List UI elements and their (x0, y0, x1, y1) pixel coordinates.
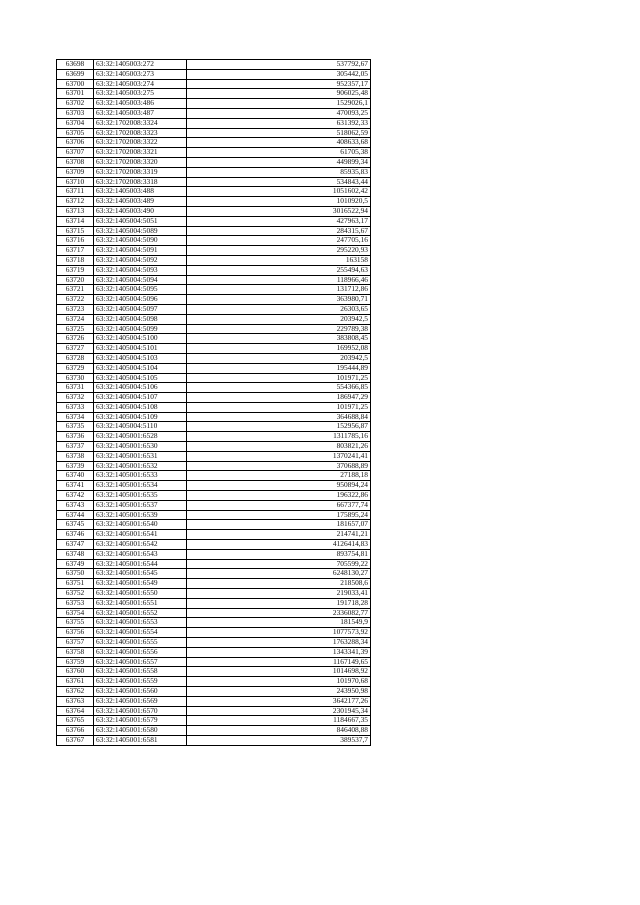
table-row (57, 500, 371, 510)
cadastral-value-cell: 195444,89 (187, 363, 371, 373)
table-row (57, 69, 371, 79)
cadastral-value-cell: 219033,41 (187, 589, 371, 599)
cadastral-value-cell: 284315,67 (187, 226, 371, 236)
cadastral-number-cell: 63:32:1405004:5097 (94, 304, 187, 314)
cadastral-value-cell: 906025,48 (187, 89, 371, 99)
table-row (57, 520, 371, 530)
cadastral-number-cell: 63:32:1405001:6535 (94, 491, 187, 501)
row-number-cell: 63761 (57, 677, 94, 687)
table-row (57, 530, 371, 540)
cadastral-value-cell: 370688,89 (187, 461, 371, 471)
cadastral-number-cell: 63:32:1405004:5105 (94, 373, 187, 383)
row-number-cell: 63726 (57, 334, 94, 344)
table-row (57, 412, 371, 422)
row-number-cell: 63709 (57, 167, 94, 177)
cadastral-value-cell: 803821,26 (187, 442, 371, 452)
cadastral-number-cell: 63:32:1405004:5051 (94, 216, 187, 226)
row-number-cell: 63719 (57, 265, 94, 275)
cadastral-value-cell: 191718,28 (187, 598, 371, 608)
cadastral-value-cell: 537792,67 (187, 60, 371, 70)
row-number-cell: 63708 (57, 157, 94, 167)
cadastral-value-cell: 1311785,16 (187, 432, 371, 442)
row-number-cell: 63703 (57, 108, 94, 118)
table-row (57, 510, 371, 520)
table-row (57, 432, 371, 442)
cadastral-number-cell: 63:32:1702008:3318 (94, 177, 187, 187)
row-number-cell: 63767 (57, 735, 94, 745)
row-number-cell: 63705 (57, 128, 94, 138)
cadastral-number-cell: 63:32:1702008:3324 (94, 118, 187, 128)
table-row (57, 226, 371, 236)
cadastral-value-cell: 705599,22 (187, 559, 371, 569)
cadastral-value-cell: 131712,86 (187, 285, 371, 295)
cadastral-value-cell: 1184667,35 (187, 716, 371, 726)
cadastral-value-cell: 427963,17 (187, 216, 371, 226)
row-number-cell: 63739 (57, 461, 94, 471)
cadastral-value-cell: 305442,05 (187, 69, 371, 79)
cadastral-value-cell: 1167149,65 (187, 657, 371, 667)
table-row (57, 344, 371, 354)
cadastral-value-cell: 3016522,94 (187, 206, 371, 216)
row-number-cell: 63725 (57, 324, 94, 334)
cadastral-number-cell: 63:32:1405001:6528 (94, 432, 187, 442)
row-number-cell: 63749 (57, 559, 94, 569)
cadastral-value-cell: 101971,25 (187, 373, 371, 383)
cadastral-number-cell: 63:32:1405004:5094 (94, 275, 187, 285)
cadastral-value-cell: 186947,29 (187, 393, 371, 403)
table-row (57, 167, 371, 177)
cadastral-value-cell: 950894,24 (187, 481, 371, 491)
cadastral-number-cell: 63:32:1405001:6531 (94, 451, 187, 461)
row-number-cell: 63738 (57, 451, 94, 461)
table-row (57, 108, 371, 118)
cadastral-value-cell: 118966,46 (187, 275, 371, 285)
table-row (57, 187, 371, 197)
cadastral-value-cell: 1763288,34 (187, 638, 371, 648)
cadastral-value-cell: 667377,74 (187, 500, 371, 510)
cadastral-value-cell: 363980,71 (187, 295, 371, 305)
cadastral-number-cell: 63:32:1405003:274 (94, 79, 187, 89)
table-row (57, 481, 371, 491)
table-row (57, 138, 371, 148)
cadastral-value-cell: 101970,68 (187, 677, 371, 687)
table-row (57, 206, 371, 216)
cadastral-number-cell: 63:32:1405004:5108 (94, 402, 187, 412)
cadastral-value-cell: 214741,21 (187, 530, 371, 540)
cadastral-number-cell: 63:32:1405001:6533 (94, 471, 187, 481)
table-row (57, 128, 371, 138)
cadastral-number-cell: 63:32:1405001:6552 (94, 608, 187, 618)
row-number-cell: 63765 (57, 716, 94, 726)
cadastral-number-cell: 63:32:1405004:5092 (94, 255, 187, 265)
cadastral-value-cell: 229789,38 (187, 324, 371, 334)
table-row (57, 687, 371, 697)
cadastral-value-cell: 101971,25 (187, 402, 371, 412)
row-number-cell: 63751 (57, 579, 94, 589)
row-number-cell: 63699 (57, 69, 94, 79)
cadastral-number-cell: 63:32:1405001:6551 (94, 598, 187, 608)
table-row (57, 540, 371, 550)
cadastral-number-cell: 63:32:1405001:6559 (94, 677, 187, 687)
cadastral-number-cell: 63:32:1405003:490 (94, 206, 187, 216)
cadastral-value-cell: 27188,18 (187, 471, 371, 481)
cadastral-number-cell: 63:32:1405001:6540 (94, 520, 187, 530)
cadastral-number-cell: 63:32:1405001:6558 (94, 667, 187, 677)
table-row (57, 461, 371, 471)
cadastral-value-cell: 1051602,42 (187, 187, 371, 197)
row-number-cell: 63760 (57, 667, 94, 677)
cadastral-value-cell: 181657,07 (187, 520, 371, 530)
row-number-cell: 63750 (57, 569, 94, 579)
cadastral-number-cell: 63:32:1405001:6557 (94, 657, 187, 667)
row-number-cell: 63718 (57, 255, 94, 265)
cadastral-value-cell: 364688,84 (187, 412, 371, 422)
row-number-cell: 63731 (57, 383, 94, 393)
table-row (57, 657, 371, 667)
cadastral-number-cell: 63:32:1405004:5100 (94, 334, 187, 344)
row-number-cell: 63733 (57, 402, 94, 412)
cadastral-value-cell: 1370241,41 (187, 451, 371, 461)
table-row (57, 373, 371, 383)
row-number-cell: 63745 (57, 520, 94, 530)
table-row (57, 324, 371, 334)
cadastral-value-cell: 554366,85 (187, 383, 371, 393)
cadastral-number-cell: 63:32:1405001:6549 (94, 579, 187, 589)
cadastral-value-cell: 196322,86 (187, 491, 371, 501)
cadastral-value-cell: 152956,87 (187, 422, 371, 432)
table-row (57, 696, 371, 706)
cadastral-value-cell: 295220,93 (187, 246, 371, 256)
table-row (57, 667, 371, 677)
cadastral-value-cell: 61705,38 (187, 148, 371, 158)
table-row (57, 589, 371, 599)
table-row (57, 579, 371, 589)
table-row (57, 60, 371, 70)
cadastral-number-cell: 63:32:1405004:5106 (94, 383, 187, 393)
table-row (57, 314, 371, 324)
row-number-cell: 63704 (57, 118, 94, 128)
row-number-cell: 63711 (57, 187, 94, 197)
row-number-cell: 63763 (57, 696, 94, 706)
cadastral-value-cell: 2301945,34 (187, 706, 371, 716)
row-number-cell: 63736 (57, 432, 94, 442)
table-row (57, 246, 371, 256)
table-row (57, 148, 371, 158)
cadastral-number-cell: 63:32:1405003:488 (94, 187, 187, 197)
row-number-cell: 63716 (57, 236, 94, 246)
row-number-cell: 63732 (57, 393, 94, 403)
table-row (57, 569, 371, 579)
cadastral-number-cell: 63:32:1702008:3323 (94, 128, 187, 138)
cadastral-number-cell: 63:32:1405001:6570 (94, 706, 187, 716)
row-number-cell: 63712 (57, 197, 94, 207)
cadastral-value-cell: 6248130,27 (187, 569, 371, 579)
table-row (57, 608, 371, 618)
cadastral-number-cell: 63:32:1405001:6530 (94, 442, 187, 452)
cadastral-number-cell: 63:32:1405003:489 (94, 197, 187, 207)
table-row (57, 471, 371, 481)
row-number-cell: 63742 (57, 491, 94, 501)
cadastral-number-cell: 63:32:1405001:6534 (94, 481, 187, 491)
cadastral-value-cell: 85935,83 (187, 167, 371, 177)
cadastral-number-cell: 63:32:1405003:275 (94, 89, 187, 99)
cadastral-value-cell: 247705,16 (187, 236, 371, 246)
row-number-cell: 63707 (57, 148, 94, 158)
cadastral-number-cell: 63:32:1405004:5095 (94, 285, 187, 295)
table-row (57, 255, 371, 265)
table-row (57, 383, 371, 393)
cadastral-value-cell: 1014698,92 (187, 667, 371, 677)
row-number-cell: 63730 (57, 373, 94, 383)
cadastral-value-cell: 26303,65 (187, 304, 371, 314)
table-row (57, 99, 371, 109)
table-row (57, 422, 371, 432)
table-row (57, 353, 371, 363)
cadastral-value-cell: 408633,68 (187, 138, 371, 148)
cadastral-number-cell: 63:32:1405004:5101 (94, 344, 187, 354)
table-row (57, 265, 371, 275)
table-row (57, 638, 371, 648)
cadastral-number-cell: 63:32:1405001:6543 (94, 549, 187, 559)
table-row (57, 157, 371, 167)
cadastral-number-cell: 63:32:1405001:6532 (94, 461, 187, 471)
cadastral-value-cell: 952357,17 (187, 79, 371, 89)
cadastral-number-cell: 63:32:1702008:3320 (94, 157, 187, 167)
cadastral-number-cell: 63:32:1405001:6537 (94, 500, 187, 510)
cadastral-value-cell: 389537,7 (187, 735, 371, 745)
table-row (57, 618, 371, 628)
cadastral-number-cell: 63:32:1405001:6554 (94, 628, 187, 638)
cadastral-value-cell: 3642177,26 (187, 696, 371, 706)
table-row (57, 177, 371, 187)
table-row (57, 647, 371, 657)
row-number-cell: 63713 (57, 206, 94, 216)
table-row (57, 442, 371, 452)
table-body (57, 60, 371, 746)
cadastral-number-cell: 63:32:1405004:5093 (94, 265, 187, 275)
row-number-cell: 63762 (57, 687, 94, 697)
cadastral-number-cell: 63:32:1405003:486 (94, 99, 187, 109)
row-number-cell: 63758 (57, 647, 94, 657)
table-row (57, 559, 371, 569)
row-number-cell: 63714 (57, 216, 94, 226)
row-number-cell: 63764 (57, 706, 94, 716)
cadastral-number-cell: 63:32:1405003:273 (94, 69, 187, 79)
cadastral-number-cell: 63:32:1405004:5098 (94, 314, 187, 324)
table-row (57, 89, 371, 99)
cadastral-number-cell: 63:32:1405001:6539 (94, 510, 187, 520)
table-row (57, 79, 371, 89)
row-number-cell: 63759 (57, 657, 94, 667)
table-row (57, 304, 371, 314)
row-number-cell: 63748 (57, 549, 94, 559)
table-row (57, 334, 371, 344)
row-number-cell: 63756 (57, 628, 94, 638)
cadastral-number-cell: 63:32:1405001:6556 (94, 647, 187, 657)
table-row (57, 402, 371, 412)
table-row (57, 216, 371, 226)
cadastral-number-cell: 63:32:1405001:6545 (94, 569, 187, 579)
row-number-cell: 63734 (57, 412, 94, 422)
row-number-cell: 63722 (57, 295, 94, 305)
table-row (57, 706, 371, 716)
row-number-cell: 63723 (57, 304, 94, 314)
row-number-cell: 63746 (57, 530, 94, 540)
cadastral-value-table (56, 59, 371, 746)
cadastral-number-cell: 63:32:1405004:5090 (94, 236, 187, 246)
row-number-cell: 63753 (57, 598, 94, 608)
row-number-cell: 63741 (57, 481, 94, 491)
row-number-cell: 63740 (57, 471, 94, 481)
cadastral-value-cell: 175895,24 (187, 510, 371, 520)
cadastral-number-cell: 63:32:1702008:3322 (94, 138, 187, 148)
row-number-cell: 63727 (57, 344, 94, 354)
cadastral-value-cell: 181549,9 (187, 618, 371, 628)
table-row (57, 363, 371, 373)
row-number-cell: 63721 (57, 285, 94, 295)
table-row (57, 451, 371, 461)
cadastral-number-cell: 63:32:1405004:5096 (94, 295, 187, 305)
row-number-cell: 63728 (57, 353, 94, 363)
cadastral-value-cell: 449899,34 (187, 157, 371, 167)
row-number-cell: 63752 (57, 589, 94, 599)
row-number-cell: 63766 (57, 726, 94, 736)
cadastral-number-cell: 63:32:1405004:5089 (94, 226, 187, 236)
cadastral-value-cell: 470093,25 (187, 108, 371, 118)
cadastral-value-cell: 163158 (187, 255, 371, 265)
table-row (57, 285, 371, 295)
cadastral-value-cell: 1343341,39 (187, 647, 371, 657)
cadastral-number-cell: 63:32:1405001:6553 (94, 618, 187, 628)
row-number-cell: 63700 (57, 79, 94, 89)
cadastral-value-cell: 631392,33 (187, 118, 371, 128)
cadastral-number-cell: 63:32:1405001:6555 (94, 638, 187, 648)
cadastral-number-cell: 63:32:1405001:6541 (94, 530, 187, 540)
cadastral-value-cell: 534843,44 (187, 177, 371, 187)
row-number-cell: 63757 (57, 638, 94, 648)
table-row (57, 275, 371, 285)
cadastral-number-cell: 63:32:1405001:6550 (94, 589, 187, 599)
cadastral-value-cell: 203942,5 (187, 353, 371, 363)
cadastral-number-cell: 63:32:1405004:5099 (94, 324, 187, 334)
table-row (57, 491, 371, 501)
cadastral-value-cell: 893754,81 (187, 549, 371, 559)
cadastral-value-cell: 4126414,83 (187, 540, 371, 550)
row-number-cell: 63735 (57, 422, 94, 432)
row-number-cell: 63744 (57, 510, 94, 520)
row-number-cell: 63720 (57, 275, 94, 285)
cadastral-value-cell: 169952,08 (187, 344, 371, 354)
cadastral-number-cell: 63:32:1405004:5091 (94, 246, 187, 256)
row-number-cell: 63706 (57, 138, 94, 148)
cadastral-value-cell: 218508,6 (187, 579, 371, 589)
row-number-cell: 63743 (57, 500, 94, 510)
table-row (57, 598, 371, 608)
table-row (57, 735, 371, 745)
table-row (57, 393, 371, 403)
table-row (57, 295, 371, 305)
cadastral-value-cell: 1529026,1 (187, 99, 371, 109)
row-number-cell: 63702 (57, 99, 94, 109)
row-number-cell: 63754 (57, 608, 94, 618)
cadastral-number-cell: 63:32:1405001:6542 (94, 540, 187, 550)
cadastral-value-cell: 203942,5 (187, 314, 371, 324)
table-row (57, 197, 371, 207)
row-number-cell: 63710 (57, 177, 94, 187)
row-number-cell: 63724 (57, 314, 94, 324)
cadastral-value-cell: 243950,98 (187, 687, 371, 697)
cadastral-number-cell: 63:32:1405004:5103 (94, 353, 187, 363)
cadastral-number-cell: 63:32:1405001:6560 (94, 687, 187, 697)
row-number-cell: 63698 (57, 60, 94, 70)
cadastral-value-cell: 255494,63 (187, 265, 371, 275)
cadastral-number-cell: 63:32:1405004:5107 (94, 393, 187, 403)
cadastral-number-cell: 63:32:1405001:6569 (94, 696, 187, 706)
table-row (57, 677, 371, 687)
cadastral-number-cell: 63:32:1405001:6581 (94, 735, 187, 745)
cadastral-value-cell: 1077573,92 (187, 628, 371, 638)
cadastral-value-cell: 383808,45 (187, 334, 371, 344)
cadastral-number-cell: 63:32:1405004:5104 (94, 363, 187, 373)
table-row (57, 716, 371, 726)
cadastral-value-cell: 2336082,77 (187, 608, 371, 618)
cadastral-number-cell: 63:32:1702008:3319 (94, 167, 187, 177)
row-number-cell: 63729 (57, 363, 94, 373)
cadastral-number-cell: 63:32:1405003:487 (94, 108, 187, 118)
row-number-cell: 63715 (57, 226, 94, 236)
cadastral-number-cell: 63:32:1405001:6580 (94, 726, 187, 736)
cadastral-number-cell: 63:32:1405001:6544 (94, 559, 187, 569)
cadastral-number-cell: 63:32:1405003:272 (94, 60, 187, 70)
table-row (57, 549, 371, 559)
row-number-cell: 63747 (57, 540, 94, 550)
cadastral-value-cell: 1010920,5 (187, 197, 371, 207)
cadastral-number-cell: 63:32:1405001:6579 (94, 716, 187, 726)
cadastral-value-cell: 846408,88 (187, 726, 371, 736)
row-number-cell: 63737 (57, 442, 94, 452)
cadastral-number-cell: 63:32:1405004:5109 (94, 412, 187, 422)
row-number-cell: 63717 (57, 246, 94, 256)
row-number-cell: 63701 (57, 89, 94, 99)
table-row (57, 726, 371, 736)
table-row (57, 236, 371, 246)
row-number-cell: 63755 (57, 618, 94, 628)
cadastral-value-cell: 518062,59 (187, 128, 371, 138)
cadastral-number-cell: 63:32:1702008:3321 (94, 148, 187, 158)
table-row (57, 628, 371, 638)
cadastral-number-cell: 63:32:1405004:5110 (94, 422, 187, 432)
table-row (57, 118, 371, 128)
